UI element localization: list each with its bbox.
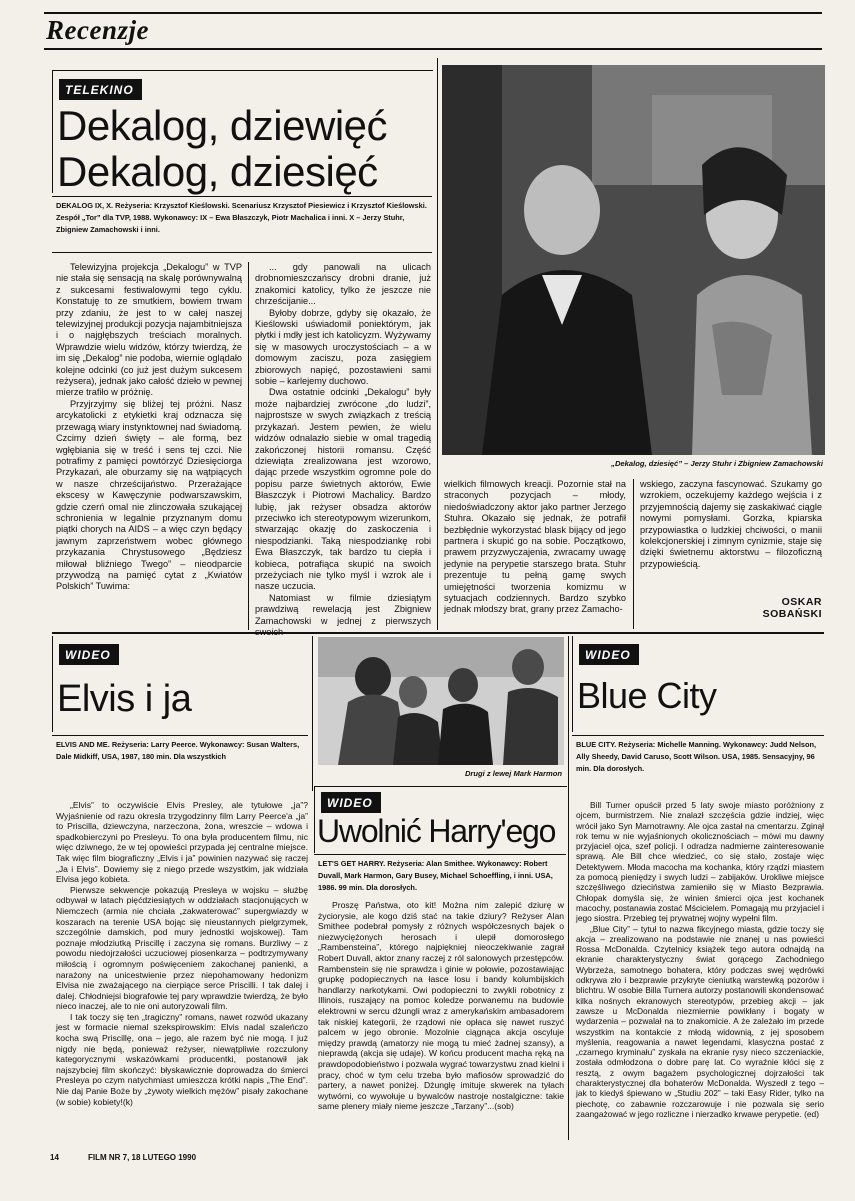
- telekino-tag: TELEKINO: [59, 79, 142, 100]
- page-number: 14: [50, 1153, 59, 1162]
- telekino-col-2: [255, 262, 431, 638]
- elvis-right-divider: [312, 636, 313, 791]
- telekino-col-4: [640, 479, 822, 570]
- elvis-title-box: [52, 636, 311, 732]
- elvis-p3: I tak toczy się ten „tragiczny” romans, nawet rozwód ukazany jest w formacie niemal szekspirowskim: Elvis nadal szaleńczo kocha swą Priscillę, ona – jego, ale razem być nie mogą. I już nigdy nie będą, ponieważ reżyser, niewątpliwie rozczulony kategorycznymi wskazówkami producentki, postanowił jak najszybciej film skończyć: błyskawicznie doprowadza do śmierci Presleya po czym natychmiast umieszcza krótki napis „The End”. Nie daj Panie Boże by „żywoty wielkich mężów” pisały zakochane (w sobie) kobiety!(k): [56, 1011, 308, 1107]
- elvis-tag: WIDEO: [59, 644, 119, 665]
- blue-credits: BLUE CITY. Reżyseria: Michelle Manning. Wykonawcy: Judd Nelson, Ally Sheedy, David Caruso, Scott Wilson. USA, 1985. Sensacyjny, 96 min. Dla dorosłych.: [576, 740, 817, 773]
- harry-credits: LET'S GET HARRY. Reżyseria: Alan Smithee. Wykonawcy: Robert Duvall, Mark Harmon, Gary Busey, Michael Schoeffling, i inni. USA, 1986. 99 min. Dla dorosłych.: [318, 859, 553, 892]
- telekino-title-2: Dekalog, dziesięć: [57, 148, 378, 195]
- telekino-credit-rule: [52, 196, 432, 197]
- harry-tag: WIDEO: [321, 792, 381, 813]
- section-title: Recenzje: [46, 15, 149, 45]
- telekino-col-3: [444, 479, 626, 616]
- telekino-col3-divider: [633, 479, 634, 629]
- telekino-p2: Przyjrzyjmy się bliżej tej próżni. Nasz arcykatolicki z etykietki kraj odznacza się przewagą wiary instynktownej nad świadomą. Czcimy dzień święty – ale formą, bez wgłębiania się w treść i sens tej czci. Nie potrafimy z pamięci powtórzyć Dziesięciorga Przykazań, ale oburzamy się na wątpiących w nasze chrześcijaństwo. Przerażające ekscesy w Kawęczynie podwarszawskim, gdzie czerń omal nie zlinczowała szukającej schronienia w legalnie przyznanym domu piątki chorych na AIDS – a więc czyn będący jawnym zaprzeństwem wobec głównego przykazania Chrystusowego „Będziesz miłował bliźniego Twego” – nieodparcie przywodzą na pamięć cytat z „Kwiatów Polskich” Tuwima:: [56, 398, 242, 592]
- telekino-p7: wielkich filmowych kreacji. Pozornie stał na straconych pozycjach – młody, niedoświadczony aktor jako partner Jerzego Stuhra. Okazało się jednak, że potrafił bezbłędnie wykorzystać blask bijący od jego partnera i skupić go na sobie. Początkowo, prawem przyzwyczajenia, zwracamy uwagę jedynie na perypetie starszego brata. Stuhr prezentuje tu pełną gamę swych umiejętności tworzenia komizmu w sytuacjach codziennych. Bardzo szybko jednak młodszy brat, grany przez Zamacho-: [444, 479, 626, 615]
- telekino-p3: ... gdy panowali na ulicach drobnomieszczańscy drobni dranie, już znakomici katolicy, tylko że jeszcze nie chrześcijanie...: [255, 262, 431, 307]
- telekino-title-1: Dekalog, dziewięć: [57, 102, 388, 149]
- telekino-p6: Natomiast w filmie dziesiątym prawdziwą rewelacją jest Zbigniew Zamachowski w jednej z pierwszych swoich: [255, 592, 431, 637]
- elvis-credit-rule: [52, 735, 308, 736]
- top-rule: [44, 12, 822, 14]
- elvis-p2: Pierwsze sekwencje pokazują Presleya w wojsku – służbę odbywał w latach pięćdziesiątych w oddziałach stacjonujących w Niemczech (armia nie chciała „zakwaterować” supergwiazdy w koszarach na terenie USA bojąc się nieustannych pielgrzymek, szczególnie damskich, pod mury jednostki wojskowej). Tam poznaje młodziutką Priscillę i zaczyna się romans. Burzliwy – z powodu niedojrzałości uczuciowej piosenkarza – podtrzymywany miłością i ogromnym poświęceniem zakochanej panienki, a narażony na unicestwienie przez niepohamowany hedonizm Elvisa nie zważającego na cierpiące serce Priscilli. I tak dalej i dalej. Chłodniejsi biografowie tej pary wprawdzie twierdzą, że było nieco inaczej, ale to nie oni autoryzowali film.: [56, 884, 308, 1012]
- telekino-credits: DEKALOG IX, X. Reżyseria: Krzysztof Kieślowski. Scenariusz Krzysztof Piesiewicz i Krzysztof Kieślowski. Zespół „Tor” dla TVP, 1988. Wykonawcy: IX – Ewa Błaszczyk, Piotr Machalica i inni. X – Jerzy Stuhr, Zbigniew Zamachowski i inni.: [56, 201, 427, 234]
- telekino-p8: wskiego, zaczyna fascynować. Szukamy go wzrokiem, oczekujemy każdego wejścia i z przyjemnością dajemy się zaskakiwać ciągle nowymi pomysłami. Gorzka, kpiarska przypowiastka o ludzkiej chciwości, o manii kolekcjonerskiej i zimnym cynizmie, staje się dzięki świetnemu aktorstwu – filozoficzną przypowieścią.: [640, 479, 822, 569]
- telekino-col-divider: [248, 262, 249, 630]
- telekino-body-rule: [52, 252, 432, 253]
- blue-title: Blue City: [577, 675, 717, 716]
- middle-rule: [52, 632, 824, 634]
- elvis-credits: ELVIS AND ME. Reżyseria: Larry Peerce. Wykonawcy: Susan Walters, Dale Midkiff, USA, 1987, 180 min. Dla wszystkich: [56, 740, 300, 761]
- elvis-p1: „Elvis” to oczywiście Elvis Presley, ale tytułowe „ja”? Wyjaśnienie od razu okresla trzygodzinny film Larry Peerce'a „ja” to Priscilla, dziewczyna, narzeczona, żona, wreszcie – wdowa i spadkobierczyni po Presleyu. To ona była producentem filmu, nic więc dziwnego, że w tej opowieści przypada jej centralne miejsce. Tak więc film biograficzny „Elvis i ja” powinien nazywać się raczej „Ja i Elvis”. Dowiemy się z niego przede wszystkim, jak widziała Elvisa jego kobieta.: [56, 800, 308, 885]
- elvis-body: [56, 800, 308, 1107]
- telekino-title-box: [52, 70, 433, 193]
- photo-dekalog-still: [442, 65, 825, 455]
- photo-harry-art: [318, 637, 564, 765]
- harry-right-divider: [568, 636, 569, 1140]
- harry-credit-rule: [314, 854, 566, 855]
- photo-dekalog-art: [442, 65, 825, 455]
- blue-credit-rule: [572, 735, 824, 736]
- telekino-p5: Dwa ostatnie odcinki „Dekalogu” były może najbardziej zwrócone „do ludzi”, najprostsze w swych związkach z treścią przykazań. Jestem pewien, że wielu widzów odnalazło siebie w omal tragedią zakończonej historii romansu. Część dziewiąta zrealizowana jest wzorowo, dając przede wszystkim ogromne pole do popisu parze świetnych aktorów, Ewie Błaszczyk i Piotrowi Machalicy. Bardzo lubię, jak reżyser obsadza aktorów przeciwko ich stereotypowym wizerunkom, stwarzając okazję do zaskoczenia i niespodzianki. Taką niespodziankę robi Ewa Błaszczyk, tak bardzo tu ciepła i kobieca, potrafiąca skupić na swoich przeżyciach nie tylko myśl i wzrok ale i nasze uczucia.: [255, 387, 431, 592]
- blue-p1: Bill Turner opuścił przed 5 laty swoje miasto poróżniony z ojcem, burmistrzem. Nie znalazł szczęścia gdzie indziej, więc wrócił jako Syn Marnotrawny. Ale ojca zastał na cmentarzu. Zginął rok temu w nie wyjaśnionych okolicznościach – mówi mu dawny przyjaciel ojca, szef policji. I odradza nadmierne zainteresowanie sprawą. Ale Bill chce wiedzieć, co się stało, zostaje więc Detektywem. Młoda macocha ma kochanka, który rządzi miastem za pomocą pieniędzy i swych ludzi – zabijaków. Urokliwe miejsce szczęśliwego dzieciństwa zamieniło się w Miasto Bezprawia. Chłopak domyśla się, że winien śmierci ojca jest kochanek macochy, postanawia zostać Mścicielem. Pomagają mu przyjaciel i jego siostra. Przebieg tej prywatnej wojny wypełni film.: [576, 800, 824, 924]
- blue-title-box: [572, 636, 827, 732]
- telekino-p1: Telewizyjna projekcja „Dekalogu” w TVP nie stała się sensacją na skalę porównywalną z sukcesami festiwalowymi tego cyklu. Konstatuję to ze smutkiem, bowiem trwam przy zdaniu, że jest to w całej naszej telewizyjnej produkcji pozycja najambitniejsza i o najgłębszych treściach moralnych. Wprawdzie wielu widzów, którzy twierdzą, że im się „Dekalog” nie podoba, wiernie oglądało kolejne odcinki (co już jest dużym sukcesem reżysera), jednak jako całość dzieło w pewnej mierze trafiło w próżnię.: [56, 262, 242, 398]
- blue-body: [576, 800, 824, 1119]
- telekino-col-1: [56, 262, 242, 593]
- telekino-photo-divider: [437, 58, 438, 630]
- harry-title: Uwolnić Harry'ego: [317, 813, 556, 849]
- author-first-name: OSKAR: [781, 596, 822, 608]
- telekino-author: [640, 596, 822, 620]
- harry-photo-caption: Drugi z lewej Mark Harmon: [464, 769, 562, 778]
- blue-p2: „Blue City” – tytuł to nazwa fikcyjnego miasta, gdzie toczy się akcja – zrealizowano na podstawie nie znanej u nas powieści Rossa McDonalda. Czytelnicy książek tego autora odnajdą na ekranie charakterystyczny świat gorącego Zachodniego Wybrzeża, samotnego bohatera, który podczas swej wędrówki odkrywa zło i bezprawie przykryte cieniutką warstewką pozorów i blichtru. W osobie Billa Turnera autorzy postanowili skondensować kilka nośnych ekranowych stereotypów, przebieg akcji – jak zawsze u McDonalda niezmiernie powikłany i bogaty w wydarzenia – pozwalał na to znakomicie. A że zależało im przede wszystkim na kontakcie z młodą widownią, z jej sposobem myślenia, reagowania a nawet legendami, klasyczna postać z „czarnego kryminału” zyskała na ekranie rysy nieco szczeniackie, została odmłodzona o dobre parę lat. Co wyraźnie kłóci się z resztą, z owym bagażem psychologicznej dojrzałości tak charakterystycznej dla bohaterów McDonalda. Wyszedł z tego – jak to kiedyś śpiewano w „Studiu 202” – taki Easy Rider, tylko na piechotę, co zabawnie rozczarowuje i nie pozwala się serio zaangażować w jego rozliczne i nierzadko krwawe perypetie. (ed): [576, 923, 824, 1119]
- author-last-name: SOBAŃSKI: [762, 608, 822, 620]
- harry-p1: Proszę Państwa, oto kit! Można nim zalepić dziurę w życiorysie, ale kogo dziś stać na takie dziury? Reżyser Alan Smithee podebrał pomysły z różnych współczesnych bajek o niezwyciężonych herosach i ulepił domorosłego „Rambensteina”, którego najpiękniej nieoczekiwanie zagrał Robert Duvall, aktor znany raczej z ról salonowych przestępców. Rambenstein się nie sprawdza i ginie w połowie, pozostawiając grupkę podopiecznych na łasce losu i bandy kolumbijskich handlarzy narkotykami. Owi podopieczni to zwykli robotnicy z Illinois, ruszający na pomoc koledze porwanemu na budowie elektrowni w sercu dżungli wraz z amerykańskim ambasadorem tak niskiej kategorii, że rządowi nie opłaca się nawet ruszyć palcem w jego obronie. Mozolnie ciągnąca akcja oscyluje między prawdą (amatorzy nie mogą tu mieć żadnej szansy), a nieprawdą (akcja się udaje). W końcu producent macha ręką na prawdopodobieństwo i pozwala wygrać towarzystwu znad kielni i pracy, choć w tym celu trzeba było mafiosów sprowadzić do partery, a nawet poniżej. Dżunglę imituje skwerek na tyłach wytwórni, co wywołuje u bywalców nastroje nostalgiczne: takie same plenery miały nieme jeszcze „Tarzany”...(sob): [318, 900, 565, 1112]
- blue-tag: WIDEO: [579, 644, 639, 665]
- issue-info: FILM NR 7, 18 LUTEGO 1990: [88, 1153, 197, 1162]
- harry-body: [318, 900, 564, 1112]
- harry-title-box: [314, 786, 567, 853]
- elvis-title: Elvis i ja: [57, 678, 192, 720]
- photo-lets-get-harry-still: [318, 637, 564, 765]
- telekino-photo-caption: „Dekalog, dziesięć” – Jerzy Stuhr i Zbigniew Zamachowski: [611, 459, 823, 468]
- telekino-p4: Byłoby dobrze, gdyby się okazało, że Kieślowski uświadomił poniektórym, jak płytki i mdły jest ich katolicyzm. Wyżywamy się w masowych uroczystościach – a w domowym zaciszu, poza zasięgiem zbiorowych napięć, pozostawieni sami sobie – karlejemy duchowo.: [255, 307, 431, 387]
- header-rule: [44, 48, 822, 50]
